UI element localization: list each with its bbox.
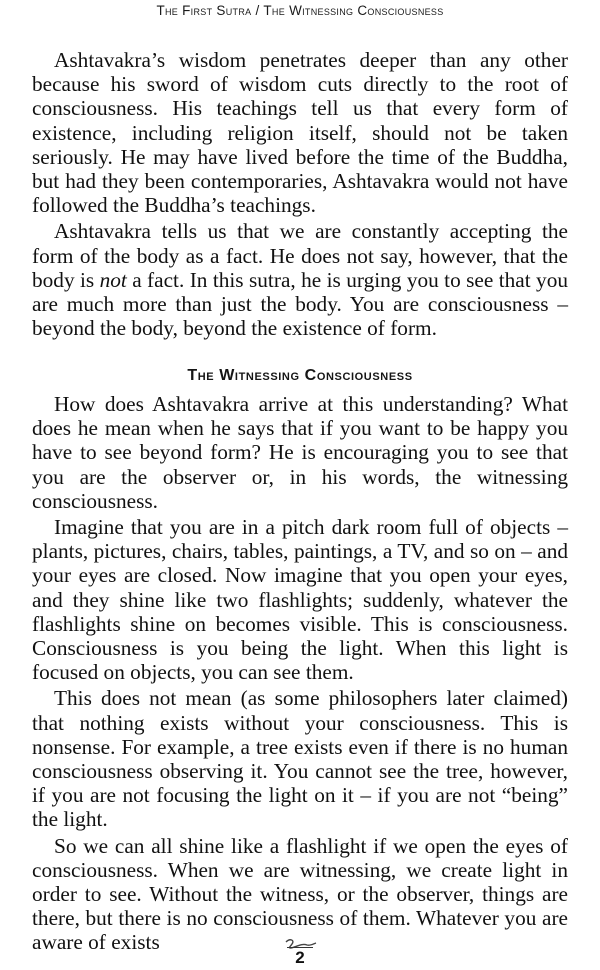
paragraph: How does Ashtavakra arrive at this understanding? What does he mean when he says that if you want to be happy you have to see beyond form? He is encouraging you to see that you are the observer or, in his words, the witnessing consciousness. — [32, 392, 568, 513]
running-header — [0, 3, 600, 18]
emphasis-text: not — [99, 267, 127, 292]
page-number-text: 2 — [287, 947, 312, 967]
paragraph: This does not mean (as some philosophers later claimed) that nothing exists without your consciousness. This is nonsense. For example, a tree exists even if there is no human consciousness observing it. You cannot see the tree, however, if you are not focusing the light on it – if you are not “being” the light. — [32, 686, 568, 832]
header-chapter: The First Sutra — [156, 3, 252, 18]
paragraph-text: Ashtavakra tells us that we are constantly accepting the form of the body as a fact. He does not say, however, that the body is — [32, 219, 568, 292]
body-text-bottom — [32, 392, 568, 957]
body-text-top — [32, 48, 568, 342]
section-heading: The Witnessing Consciousness — [187, 367, 413, 384]
header-section: The Witnessing Consciousness — [263, 3, 444, 18]
header-separator: / — [251, 3, 264, 18]
paragraph — [32, 219, 568, 340]
paragraph-text: a fact. In this sutra, he is urging you to see that you are much more than just the body. You are consciousness – beyond the body, beyond the existence of form. — [32, 267, 568, 341]
paragraph: So we can all shine like a flashlight if we open the eyes of consciousness. When we are witnessing, we create light in order to see. Without the witness, or the observer, things are there, but there is no consciousness of them. Whatever you are aware of exists — [32, 833, 568, 955]
paragraph: Imagine that you are in a pitch dark room full of objects – plants, pictures, chairs, tables, paintings, a TV, and so on – and your eyes are closed. Now imagine that you open your eyes, and they shine like two flashlights; suddenly, whatever the flashlights shine on becomes visible. This is consciousness. Consciousness is you being the light. When this light is focused on objects, you can see them. — [32, 515, 568, 685]
paragraph: Ashtavakra’s wisdom penetrates deeper than any other because his sword of wisdom cuts directly to the root of consciousness. His teachings tell us that every form of existence, including religion itself, should not be taken seriously. He may have lived before the time of the Buddha, but had they been contemporaries, Ashtavakra would not have followed the Buddha’s teachings. — [32, 48, 568, 218]
page-number — [0, 948, 600, 968]
